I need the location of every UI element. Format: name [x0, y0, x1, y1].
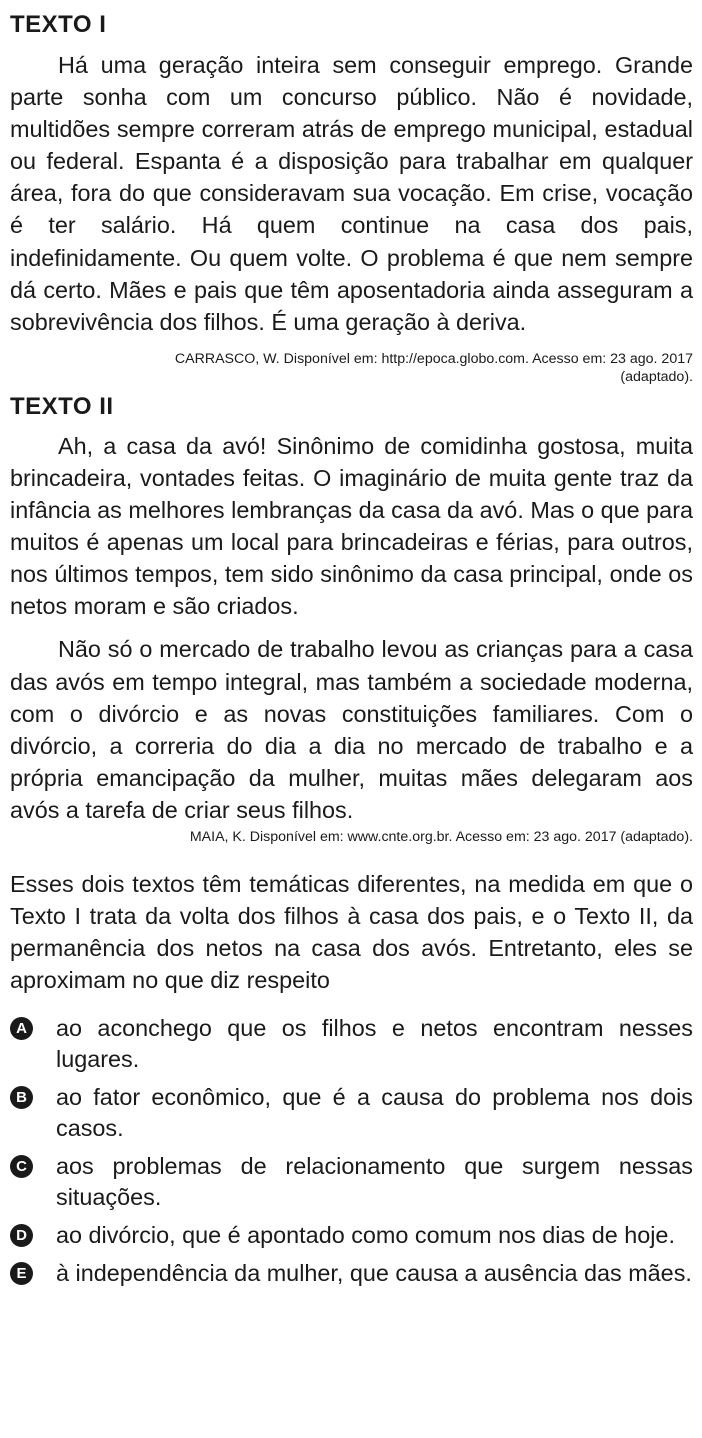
option-d-text: ao divórcio, que é apontado como comum nos dias de hoje. — [56, 1221, 675, 1248]
option-c-letter-icon: C — [10, 1155, 33, 1178]
option-a-text: ao aconchego que os filhos e netos encontram nesses lugares. — [56, 1014, 693, 1072]
answer-options — [10, 1013, 693, 1289]
question-stem: Esses dois textos têm temáticas diferentes, na medida em que o Texto I trata da volta dos filhos à casa dos pais, e o Texto II, da permanência dos netos na casa dos avós. Entretanto, eles se aproximam no que diz respeito — [10, 870, 693, 993]
option-e-text: à independência da mulher, que causa a ausência das mães. — [56, 1259, 692, 1286]
option-e[interactable] — [10, 1258, 693, 1289]
option-a[interactable] — [10, 1013, 693, 1075]
option-c[interactable] — [10, 1151, 693, 1213]
texto2-paragraph-1: Ah, a casa da avó! Sinônimo de comidinha gostosa, muita brincadeira, vontades feitas. O imaginário de muita gente traz da infância as melhores lembranças da casa da avó. Mas o que para muitos é apenas um local para brincadeiras e férias, para outros, nos últimos tempos, tem sido sinônimo da casa principal, onde os netos moram e são criados. — [10, 432, 693, 620]
texto2-title: TEXTO II — [10, 392, 114, 420]
texto1-source-line2: (adaptado). — [620, 368, 693, 385]
option-c-text: aos problemas de relacionamento que surgem nessas situações. — [56, 1152, 693, 1210]
texto1-paragraph: Há uma geração inteira sem conseguir emprego. Grande parte sonha com um concurso público. Não é novidade, multidões sempre correram atrás de emprego municipal, estadual ou federal. Espanta é a disposição para trabalhar em qualquer área, fora do que consideravam sua vocação. Em crise, vocação é ter salário. Há quem continue na casa dos pais, indefinidamente. Ou quem volte. O problema é que nem sempre dá certo. Mães e pais que têm aposentadoria ainda asseguram a sobrevivência dos filhos. É uma geração à deriva. — [10, 52, 693, 335]
texto2-source: MAIA, K. Disponível em: www.cnte.org.br. Acesso em: 23 ago. 2017 (adaptado). — [189, 828, 693, 845]
texto1-title: TEXTO I — [10, 11, 107, 38]
option-e-letter-icon: E — [10, 1262, 33, 1285]
option-b[interactable] — [10, 1082, 693, 1144]
texto2-paragraph-2: Não só o mercado de trabalho levou as crianças para a casa das avós em tempo integral, mas também a sociedade moderna, com o divórcio e as novas constituições familiares. Com o divórcio, a correria do dia a dia no mercado de trabalho e a própria emancipação da mulher, muitas mães delegaram aos avós a tarefa de criar seus filhos. — [10, 636, 693, 823]
option-a-letter-icon: A — [10, 1017, 33, 1040]
option-b-text: ao fator econômico, que é a causa do problema nos dois casos. — [56, 1083, 693, 1141]
option-b-letter-icon: B — [10, 1086, 33, 1109]
texto1-source-line1: CARRASCO, W. Disponível em: http://epoca.globo.com. Acesso em: 23 ago. 2017 — [174, 350, 693, 367]
option-d-letter-icon: D — [10, 1224, 33, 1247]
option-d[interactable] — [10, 1220, 693, 1251]
